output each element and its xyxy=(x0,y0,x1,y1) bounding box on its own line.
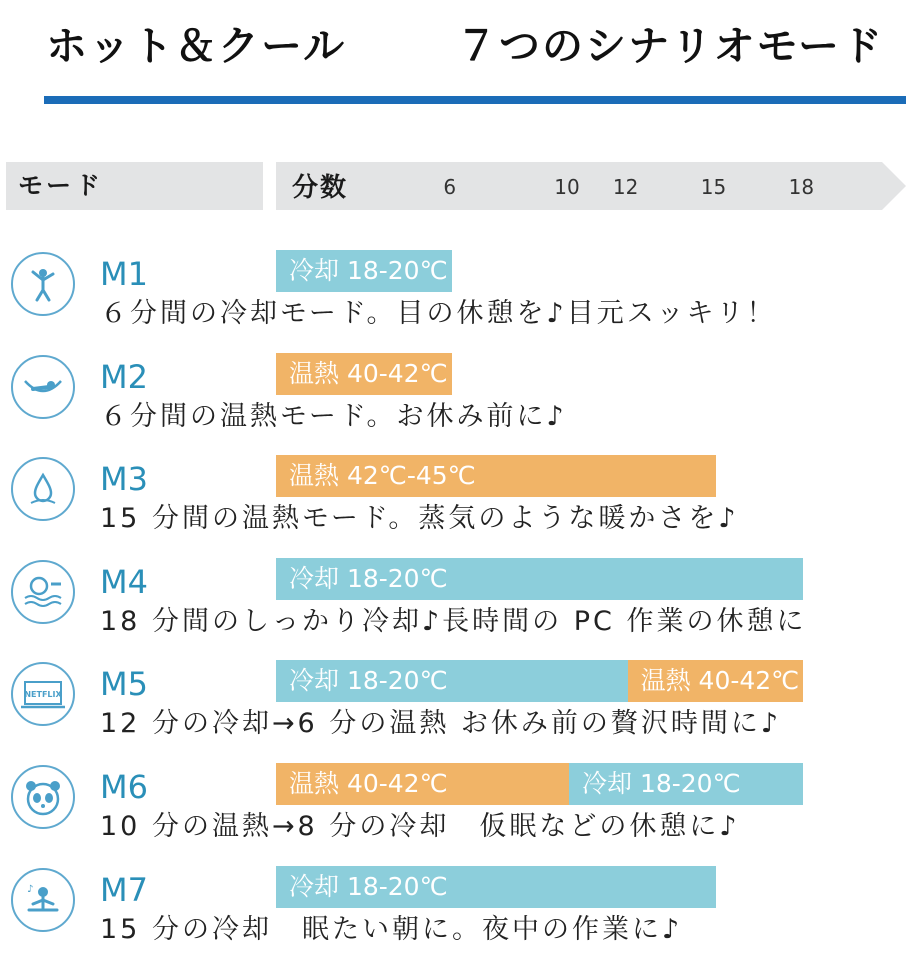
mode-label: M7 xyxy=(100,870,148,909)
mode-label: M2 xyxy=(100,357,148,396)
heating-bar: 温熱 42℃-45℃ xyxy=(276,455,716,497)
relaxing-face-icon xyxy=(11,560,75,624)
title-left: ホット＆クール xyxy=(46,22,347,70)
heating-bar: 温熱 40-42℃ xyxy=(276,353,452,395)
panda-icon xyxy=(11,765,75,829)
title-rule xyxy=(44,96,906,104)
mode-label: M3 xyxy=(100,460,148,499)
mode-description: 15 分の冷却 眠たい朝に。夜中の作業に♪ xyxy=(100,913,683,945)
mode-description: 12 分の冷却→6 分の温熱 お休み前の贅沢時間に♪ xyxy=(100,708,782,740)
mode-label: M5 xyxy=(100,665,148,704)
hammock-rest-icon xyxy=(11,355,75,419)
mode-row xyxy=(0,250,915,354)
cooling-bar: 冷却 18-20℃ xyxy=(569,763,803,805)
heating-bar: 温熱 40-42℃ xyxy=(276,763,569,805)
mode-description: 10 分の温熱→8 分の冷却 仮眠などの休憩に♪ xyxy=(100,811,740,842)
mode-description: 18 分間のしっかり冷却♪長時間の PC 作業の休憩に xyxy=(100,605,807,637)
time-axis-tick: 18 xyxy=(788,175,815,199)
time-axis-tick: 12 xyxy=(612,175,639,199)
mode-row xyxy=(0,455,915,559)
mode-label: M4 xyxy=(100,562,148,601)
mode-label: M6 xyxy=(100,768,148,806)
cooling-bar: 冷却 18-20℃ xyxy=(276,250,452,292)
cooling-bar: 冷却 18-20℃ xyxy=(276,866,716,908)
dj-music-icon xyxy=(11,868,75,932)
stretching-person-icon xyxy=(11,252,75,316)
time-axis-tick: 15 xyxy=(700,175,727,199)
mode-description: ６分間の温熱モード。お休み前に♪ xyxy=(100,400,567,432)
mode-row xyxy=(0,763,915,867)
heating-bar: 温熱 40-42℃ xyxy=(628,660,804,702)
mode-description: 15 分間の温熱モード。蒸気のような暖かさを♪ xyxy=(100,503,739,535)
mode-column-header: モード xyxy=(6,162,263,210)
time-axis-tick: 6 xyxy=(443,175,457,199)
mode-description: ６分間の冷却モード。目の休憩を♪目元スッキリ！ xyxy=(100,298,777,329)
water-drop-icon xyxy=(11,457,75,521)
time-axis-label: 分数 xyxy=(292,173,349,203)
mode-row xyxy=(0,866,915,970)
cooling-bar: 冷却 18-20℃ xyxy=(276,660,628,702)
cooling-bar: 冷却 18-20℃ xyxy=(276,558,803,600)
svg-text:♪: ♪ xyxy=(27,883,34,895)
mode-label: M1 xyxy=(100,255,148,293)
mode-row xyxy=(0,353,915,457)
mode-row xyxy=(0,558,915,662)
mode-row xyxy=(0,660,915,764)
time-axis-header xyxy=(276,162,908,210)
netflix-laptop-icon xyxy=(11,662,75,726)
svg-text:NETFLIX: NETFLIX xyxy=(24,690,62,700)
time-axis-tick: 10 xyxy=(554,175,580,199)
title-right: ７つのシナリオモード xyxy=(456,22,884,70)
